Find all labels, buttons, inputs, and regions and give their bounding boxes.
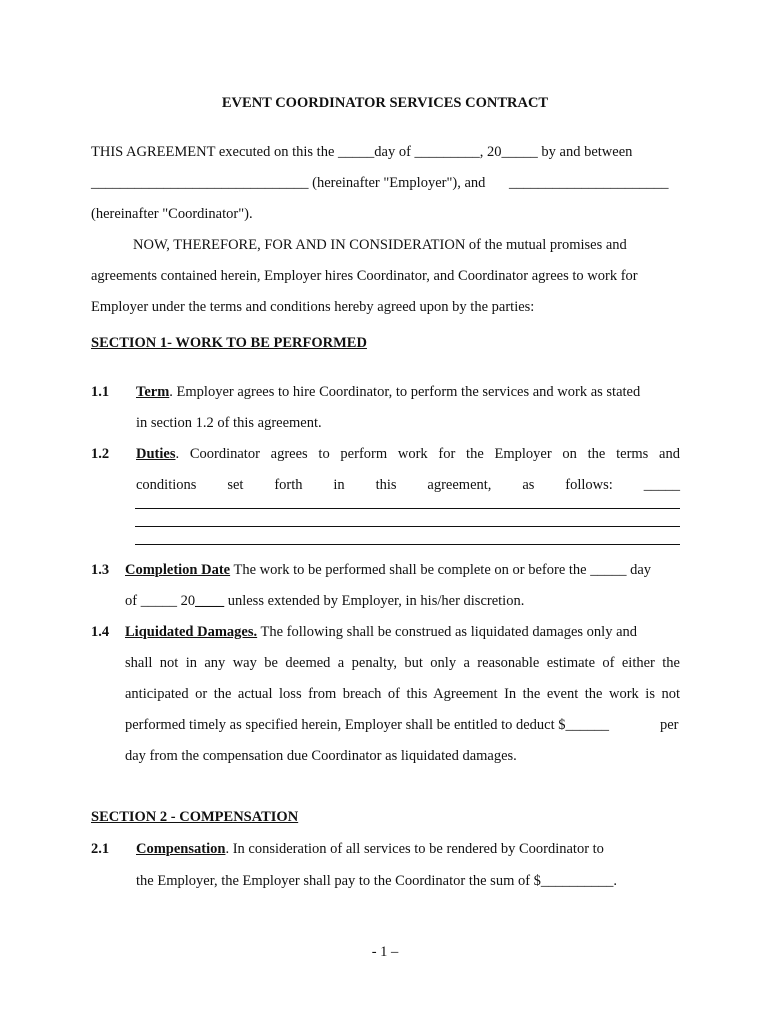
clause-1-1-text: . Employer agrees to hire Coordinator, to perform the services and work as stated bbox=[169, 384, 641, 400]
clause-1-3-number: 1.3 bbox=[91, 562, 110, 578]
clause-1-2-word: set bbox=[227, 477, 244, 493]
intro-line-1: THIS AGREEMENT executed on this the _____day of _________, 20_____ by and between bbox=[91, 144, 633, 160]
clause-1-3-line-2 bbox=[125, 592, 524, 610]
intro-para-line-1: NOW, THEREFORE, FOR AND IN CONSIDERATION of the mutual promises and bbox=[133, 237, 627, 253]
clause-1-2-text: . Coordinator agrees to perform work for the Employer on the terms and bbox=[175, 446, 680, 462]
clause-1-2-word: as bbox=[522, 477, 535, 493]
clause-1-3-text-a: of _____ 20 bbox=[125, 593, 196, 609]
clause-1-3-line-1 bbox=[125, 561, 651, 579]
clause-1-3-text-b: unless extended by Employer, in his/her discretion. bbox=[224, 593, 525, 609]
intro-para-line-3: Employer under the terms and conditions hereby agreed upon by the parties: bbox=[91, 299, 535, 315]
clause-1-4-line-3: anticipated or the actual loss from breach of this Agreement In the event the work is not bbox=[125, 686, 680, 702]
clause-2-1-term: Compensation bbox=[136, 841, 226, 857]
clause-1-1-line-1 bbox=[136, 383, 640, 401]
clause-2-1-text: . In consideration of all services to be rendered by Coordinator to bbox=[225, 841, 604, 857]
clause-1-3-term: Completion Date bbox=[125, 562, 231, 578]
section-2-heading: SECTION 2 - COMPENSATION bbox=[91, 809, 299, 825]
clause-1-4-line-2: shall not in any way be deemed a penalty, but only a reasonable estimate of either the bbox=[125, 655, 680, 671]
clause-1-2-term: Duties bbox=[136, 446, 176, 462]
clause-1-4-number: 1.4 bbox=[91, 624, 110, 640]
clause-1-2-word: follows: bbox=[565, 477, 613, 493]
clause-1-1-term: Term bbox=[136, 384, 170, 400]
intro-para-line-2: agreements contained herein, Employer hires Coordinator, and Coordinator agrees to work for bbox=[91, 268, 638, 284]
clause-1-3-text: The work to be performed shall be complete on or before the _____ day bbox=[230, 562, 652, 578]
clause-2-1-line-1 bbox=[136, 840, 604, 858]
clause-1-2-line-2 bbox=[136, 476, 680, 494]
duties-blank-line bbox=[135, 508, 680, 509]
clause-2-1-line-2: the Employer, the Employer shall pay to the Coordinator the sum of $__________. bbox=[136, 873, 618, 889]
clause-1-2-word: conditions bbox=[136, 477, 197, 493]
clause-2-1-number: 2.1 bbox=[91, 841, 110, 857]
clause-1-4-line-4: performed timely as specified herein, Employer shall be entitled to deduct $______ bbox=[125, 717, 609, 733]
clause-1-2-line-1 bbox=[136, 445, 680, 463]
intro-line-3: (hereinafter "Coordinator"). bbox=[91, 206, 253, 222]
clause-1-4-term: Liquidated Damages. bbox=[125, 624, 258, 640]
clause-1-4-line-1 bbox=[125, 623, 637, 641]
clause-1-2-number: 1.2 bbox=[91, 446, 110, 462]
clause-1-2-word: forth bbox=[274, 477, 303, 493]
clause-1-1-number: 1.1 bbox=[91, 384, 110, 400]
clause-1-1-line-2: in section 1.2 of this agreement. bbox=[136, 415, 322, 431]
duties-blank-line bbox=[135, 526, 680, 527]
intro-line-2-employer: ______________________________ (hereinafter "Employer"), and bbox=[91, 175, 486, 191]
clause-1-2-word: _____ bbox=[643, 477, 680, 493]
page-number: - 1 – bbox=[371, 944, 399, 960]
section-1-heading: SECTION 1- WORK TO BE PERFORMED bbox=[91, 335, 367, 351]
duties-blank-line bbox=[135, 544, 680, 545]
document-title: EVENT COORDINATOR SERVICES CONTRACT bbox=[221, 95, 549, 111]
clause-1-2-word: this bbox=[375, 477, 397, 493]
clause-1-4-text: The following shall be construed as liquidated damages only and bbox=[257, 624, 638, 640]
clause-1-2-word: agreement, bbox=[427, 477, 492, 493]
clause-1-3-year-blank: ____ bbox=[195, 593, 225, 609]
clause-1-4-line-5: day from the compensation due Coordinator as liquidated damages. bbox=[125, 748, 517, 764]
clause-1-2-word: in bbox=[333, 477, 345, 493]
clause-1-4-line-4-end: per bbox=[660, 717, 679, 733]
intro-line-2-coordinator-blank: ______________________ bbox=[509, 175, 669, 191]
